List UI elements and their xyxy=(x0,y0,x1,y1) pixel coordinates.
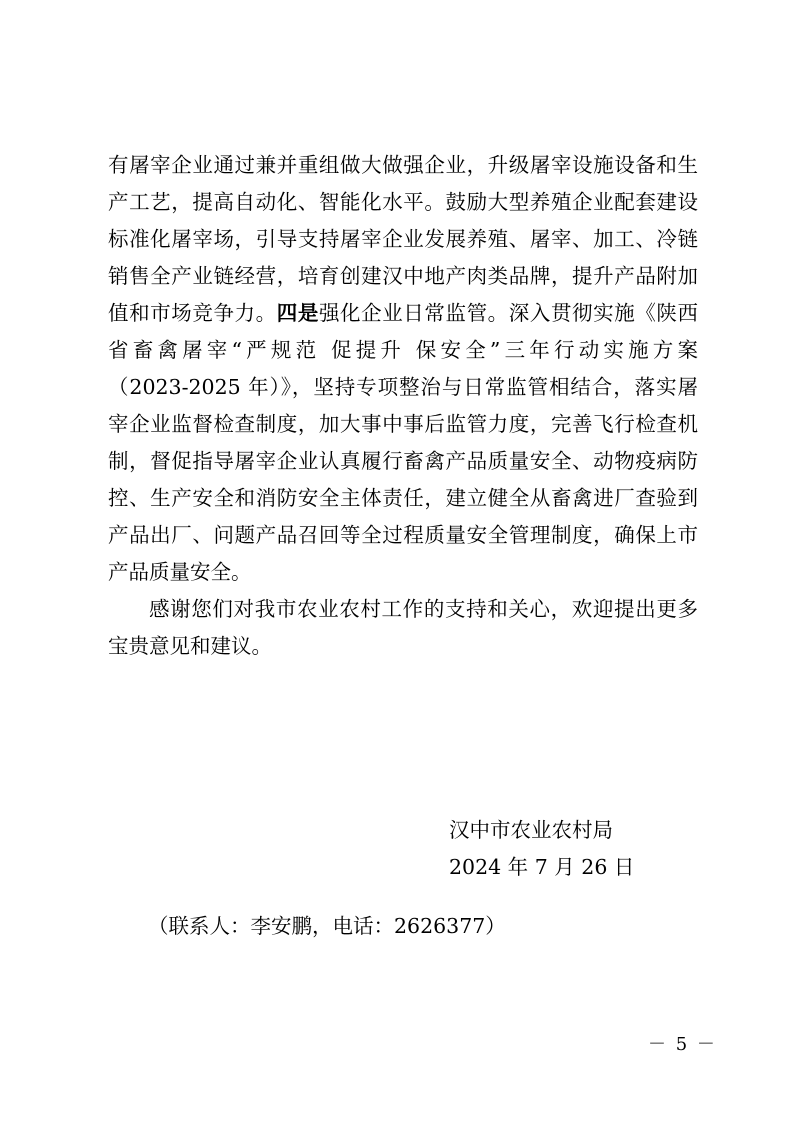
text-line: 感谢您们对我市农业农村工作的支持和关心，欢迎提出更多 xyxy=(149,597,698,621)
text-line: （2023-2025 年）》，坚持专项整治与日常监管相结合，落实屠 xyxy=(108,375,698,399)
text-line: 产品出厂、问题产品召回等全过程质量安全管理制度，确保上市 xyxy=(108,523,698,547)
text-line: 产品质量安全。 xyxy=(108,560,252,584)
page-number: － 5 － xyxy=(648,1034,717,1055)
bold-heading-marker: 四是 xyxy=(276,301,319,325)
text-line: 制，督促指导屠宰企业认真履行畜禽产品质量安全、动物疫病防 xyxy=(108,449,698,473)
signature-organization: 汉中市农业农村局 xyxy=(449,818,613,842)
contact-info: （联系人：李安鹏，电话：2626377） xyxy=(148,914,506,938)
body-text xyxy=(108,147,698,665)
text-segment: 值和市场竞争力。 xyxy=(108,301,277,325)
text-line: 控、生产安全和消防安全主体责任，建立健全从畜禽进厂查验到 xyxy=(108,486,698,510)
text-line: 宝贵意见和建议。 xyxy=(108,634,272,658)
text-line xyxy=(108,295,698,332)
text-line: 标准化屠宰场，引导支持屠宰企业发展养殖、屠宰、加工、冷链 xyxy=(108,227,698,251)
signature-date: 2024 年 7 月 26 日 xyxy=(449,855,635,879)
text-segment: 强化企业日常监管。深入贯彻实施《陕西 xyxy=(318,301,699,325)
text-line: 销售全产业链经营，培育创建汉中地产肉类品牌，提升产品附加 xyxy=(108,264,698,288)
text-line: 省畜禽屠宰“严规范 促提升 保安全”三年行动实施方案 xyxy=(108,338,698,362)
text-line: 有屠宰企业通过兼并重组做大做强企业，升级屠宰设施设备和生 xyxy=(108,153,698,177)
text-line: 产工艺，提高自动化、智能化水平。鼓励大型养殖企业配套建设 xyxy=(108,190,698,214)
text-line: 宰企业监督检查制度，加大事中事后监管力度，完善飞行检查机 xyxy=(108,412,698,436)
